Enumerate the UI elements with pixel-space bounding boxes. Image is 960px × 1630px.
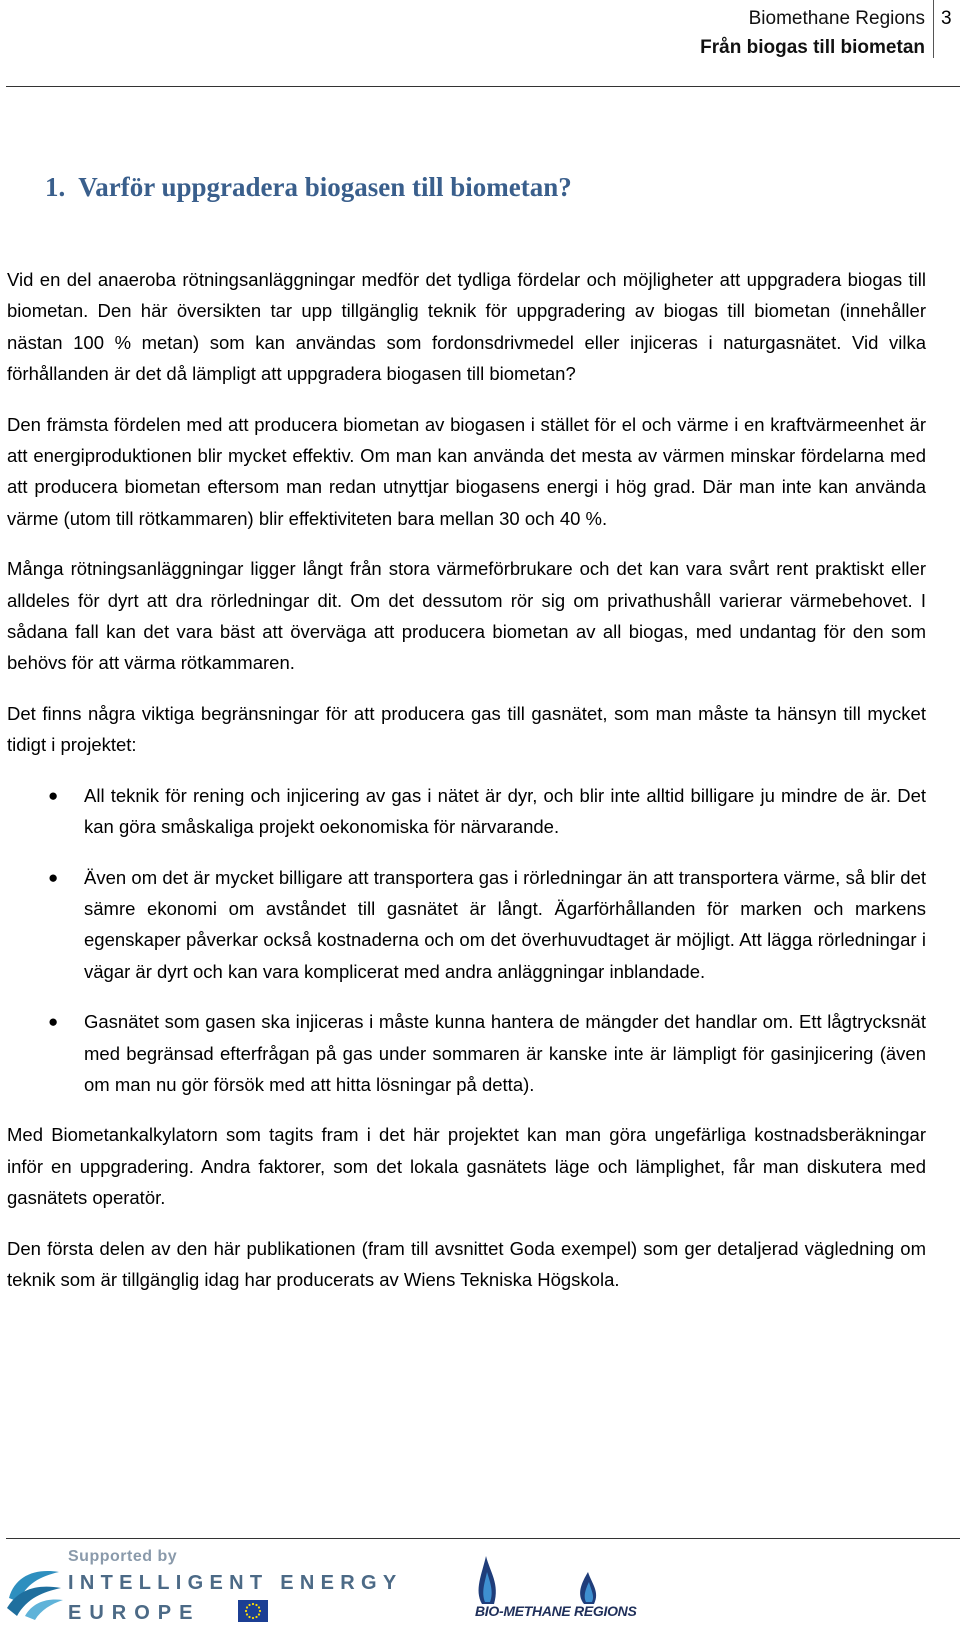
paragraph: Det finns några viktiga begränsningar för att producera gas till gasnätet, som man måste ta hänsyn till mycket tidigt i projektet: (7, 702, 926, 756)
intelligent-energy-europe-logo (5, 1548, 415, 1628)
header-divider (933, 0, 934, 58)
paragraph: Med Biometankalkylatorn som tagits fram i det här projektet kan man göra ungefärliga kostnadsberäkningar inför en uppgradering. Andra faktorer, som det lokala gasnätets läge och lämplighet, får man diskutera med gasnätets operatör. (7, 1124, 926, 1209)
bullet-icon: ● (48, 1012, 59, 1032)
header-title: Biomethane Regions (748, 8, 925, 29)
biomethane-regions-text: BIO-METHANE REGIONS (475, 1603, 637, 1619)
biomethane-regions-logo (472, 1550, 642, 1628)
paragraph: Den första delen av den här publikationen (fram till avsnittet Goda exempel) som ger detaljerad vägledning om teknik som är tillgänglig idag har producerats av Wiens Tekniska Högskola. (7, 1237, 926, 1290)
page-header (0, 0, 960, 90)
paragraph: Många rötningsanläggningar ligger långt från stora värmeförbrukare och det kan vara svårt rent praktiskt eller alldeles för dyrt att dra rörledningar dit. Om det dessutom rör sig om privathushåll varierar värmebehovet. I sådana fall kan det vara bäst att överväga att producera biometan av all biogas, med undantag för den som behövs för att värma rötkammaren. (7, 558, 926, 674)
page-number: 3 (941, 8, 952, 29)
header-text (700, 4, 925, 62)
iee-line1: INTELLIGENT ENERGY (68, 1572, 403, 1594)
paragraph: Vid en del anaeroba rötningsanläggningar medför det tydliga fördelar och möjligheter att uppgradera biogas till biometan. Den här översikten tar upp tillgänglig teknik för uppgradering av biogas till biometan (innehåller nästan 100 % metan) som kan användas som fordonsdrivmedel eller injiceras i naturgasnätet. Vid vilka förhållanden är det då lämpligt att uppgradera biogasen till biometan? (7, 269, 926, 385)
list-item (7, 780, 926, 843)
iee-line2: EUROPE (68, 1602, 201, 1624)
section-heading: 1. Varför uppgradera biogasen till biometan? (45, 172, 572, 202)
flame-icon (472, 1550, 612, 1606)
iee-supported-by: Supported by (68, 1548, 178, 1565)
header-rule (6, 86, 960, 87)
paragraph: Den främsta fördelen med att producera biometan av biogasen i stället för el och värme i en kraftvärmeenhet är att energiproduktionen blir mycket effektiv. Om man kan använda det mesta av värmen minskar fördelarna med att producera biometan eftersom man redan utnyttjar biogasens energi i hög grad. Där man inte kan använda värme (utom till rötkammaren) blir effektiviteten bara mellan 30 och 40 %. (7, 413, 926, 529)
list-item-text: Även om det är mycket billigare att transportera gas i rörledningar än att transportera värme, så blir det sämre ekonomi om avståndet till gasnätet är långt. Ägarförhållanden för marken och markens egenskaper påverkar också kostnaderna och om det överhuvudtaget är möjligt. Att lägga rörledningar i vägar är dyrt och kan vara komplicerat med andra anläggningar inblandade. (84, 866, 926, 982)
footer-rule (6, 1538, 960, 1539)
list-item (7, 862, 926, 988)
bullet-icon: ● (48, 867, 59, 887)
bullet-list (7, 780, 926, 1101)
list-item-text: All teknik för rening och injicering av gas i nätet är dyr, och blir inte alltid billigare ju mindre de är. Det kan göra småskaliga projekt oekonomiska för närvarande. (84, 784, 926, 838)
body-content (7, 264, 926, 1314)
iee-swirl-icon (5, 1558, 65, 1620)
eu-flag-icon (238, 1600, 268, 1622)
bullet-icon: ● (48, 785, 59, 805)
list-item (7, 1006, 926, 1100)
list-item-text: Gasnätet som gasen ska injiceras i måste kunna hantera de mängder det handlar om. Ett lågtrycksnät med begränsad efterfrågan på gas under sommaren är kanske inte är lämpligt för gasinjicering (även om man nu gör försök med att hitta lösningar på detta). (84, 1011, 926, 1095)
header-subtitle: Från biogas till biometan (700, 37, 925, 58)
